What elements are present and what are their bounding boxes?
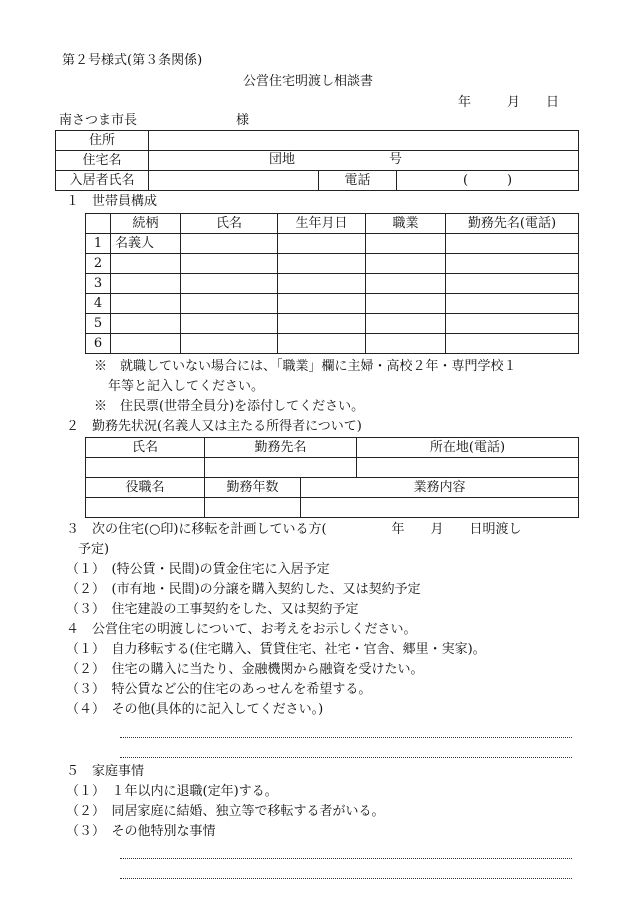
note-occupation-line1: ※ 就職していない場合には、「職業」欄に主婦・高校２年・専門学校１: [94, 359, 517, 374]
household-header-row: [86, 214, 579, 234]
section3-item-1[interactable]: （１） (特公賃・民間)の賃金住宅に入居予定: [66, 562, 330, 577]
table-row: [86, 254, 579, 274]
table-row: [86, 274, 579, 294]
employment-data-row2: [86, 498, 579, 518]
address-label: 住所: [56, 131, 149, 151]
occupation-cell[interactable]: [366, 314, 446, 334]
section5-writing-line-2[interactable]: [120, 878, 572, 879]
occupation-cell[interactable]: [366, 254, 446, 274]
section3-heading-line2: 予定): [78, 542, 110, 557]
section4-item-3[interactable]: （３） 特公賃など公的住宅のあっせんを希望する。: [66, 682, 372, 697]
header-blank: [86, 214, 111, 234]
name-cell[interactable]: [181, 254, 278, 274]
resident-row: [56, 171, 579, 191]
relation-cell[interactable]: [111, 274, 181, 294]
danchi-label: 団地: [269, 152, 296, 167]
emp-company-field[interactable]: [205, 458, 357, 478]
relation-cell[interactable]: 名義人: [111, 234, 181, 254]
phone-field[interactable]: ( ): [397, 171, 579, 191]
col-birthdate: 生年月日: [278, 214, 366, 234]
resident-name-field[interactable]: [149, 171, 319, 191]
name-cell[interactable]: [181, 234, 278, 254]
date-year-label: 年: [458, 95, 472, 110]
col-emp-company: 勤務先名: [205, 438, 357, 458]
table-row: [86, 234, 579, 254]
col-relation: 続柄: [111, 214, 181, 234]
employer-cell[interactable]: [446, 294, 579, 314]
occupation-cell[interactable]: [366, 274, 446, 294]
birthdate-cell[interactable]: [278, 274, 366, 294]
employer-cell[interactable]: [446, 254, 579, 274]
emp-years-field[interactable]: [205, 498, 301, 518]
house-row: [56, 151, 579, 171]
birthdate-cell[interactable]: [278, 314, 366, 334]
section4-heading: ４ 公営住宅の明渡しについて、お考えをお示しください。: [66, 622, 417, 637]
row-number: 5: [86, 314, 111, 334]
addressee-suffix: 様: [236, 113, 250, 128]
section3-item-2[interactable]: （２） (市有地・民間)の分譲を購入契約した、又は契約予定: [66, 582, 421, 597]
col-emp-duties: 業務内容: [301, 478, 579, 498]
section3-heading-line1: ３ 次の住宅(○印)に移転を計画している方( 年 月 日明渡し: [66, 522, 522, 537]
date-day-label: 日: [546, 95, 560, 110]
employment-data-row1: [86, 458, 579, 478]
section4-writing-line-2[interactable]: [120, 757, 572, 758]
employment-table-row1: [85, 437, 579, 478]
occupation-cell[interactable]: [366, 294, 446, 314]
section2-heading: ２ 勤務先状況(名義人又は主たる所得者について): [66, 419, 362, 434]
form-title: 公営住宅明渡し相談書: [243, 74, 374, 89]
name-cell[interactable]: [181, 314, 278, 334]
section1-heading: １ 世帯員構成: [66, 194, 158, 209]
emp-name-field[interactable]: [86, 458, 205, 478]
emp-position-field[interactable]: [86, 498, 205, 518]
section4-item-1[interactable]: （１） 自力移転する(住宅購入、賃貸住宅、社宅・官舎、郷里・実家)。: [66, 642, 486, 657]
relation-cell[interactable]: [111, 254, 181, 274]
name-cell[interactable]: [181, 274, 278, 294]
col-employer: 勤務先名(電話): [446, 214, 579, 234]
section4-writing-line-1[interactable]: [120, 737, 572, 738]
resident-label: 入居者氏名: [56, 171, 149, 191]
house-field[interactable]: [149, 151, 579, 171]
col-name: 氏名: [181, 214, 278, 234]
phone-label: 電話: [319, 171, 397, 191]
birthdate-cell[interactable]: [278, 234, 366, 254]
form-number: 第２号様式(第３条関係): [62, 53, 203, 68]
go-label: 号: [389, 152, 403, 167]
col-emp-location: 所在地(電話): [357, 438, 579, 458]
col-emp-name: 氏名: [86, 438, 205, 458]
relation-cell[interactable]: [111, 314, 181, 334]
address-row: [56, 131, 579, 151]
applicant-table: [55, 130, 579, 191]
occupation-cell[interactable]: [366, 234, 446, 254]
section5-item-1[interactable]: （１） １年以内に退職(定年)する。: [66, 784, 278, 799]
table-row: [86, 294, 579, 314]
row-number: 6: [86, 334, 111, 354]
row-number: 3: [86, 274, 111, 294]
row-number: 1: [86, 234, 111, 254]
employer-cell[interactable]: [446, 274, 579, 294]
note-occupation-line2: 年等と記入してください。: [108, 379, 265, 394]
section5-writing-line-1[interactable]: [120, 858, 572, 859]
employer-cell[interactable]: [446, 234, 579, 254]
birthdate-cell[interactable]: [278, 294, 366, 314]
name-cell[interactable]: [181, 294, 278, 314]
birthdate-cell[interactable]: [278, 254, 366, 274]
date-month-label: 月: [507, 95, 521, 110]
section5-item-3[interactable]: （３） その他特別な事情: [66, 824, 216, 839]
address-field[interactable]: [149, 131, 579, 151]
col-occupation: 職業: [366, 214, 446, 234]
emp-duties-field[interactable]: [301, 498, 579, 518]
emp-location-field[interactable]: [357, 458, 579, 478]
name-cell[interactable]: [181, 334, 278, 354]
employer-cell[interactable]: [446, 334, 579, 354]
section5-item-2[interactable]: （２） 同居家庭に結婚、独立等で移転する者がいる。: [66, 804, 385, 819]
col-emp-years: 勤務年数: [205, 478, 301, 498]
table-row: [86, 314, 579, 334]
relation-cell[interactable]: [111, 334, 181, 354]
household-table: [85, 213, 579, 354]
section5-heading: ５ 家庭事情: [66, 764, 145, 779]
section4-item-2[interactable]: （２） 住宅の購入に当たり、金融機関から融資を受けたい。: [66, 662, 424, 677]
section4-item-4[interactable]: （４） その他(具体的に記入してください。): [66, 702, 324, 717]
employment-header-row2: [86, 478, 579, 498]
col-emp-position: 役職名: [86, 478, 205, 498]
employment-table-row2: [85, 477, 579, 518]
table-row: [86, 334, 579, 354]
occupation-cell[interactable]: [366, 334, 446, 354]
note-residence-certificate: ※ 住民票(世帯全員分)を添付してください。: [94, 399, 365, 414]
section3-item-3[interactable]: （３） 住宅建設の工事契約をした、又は契約予定: [66, 602, 359, 617]
birthdate-cell[interactable]: [278, 334, 366, 354]
employer-cell[interactable]: [446, 314, 579, 334]
addressee: 南さつま市長: [59, 113, 138, 128]
row-number: 2: [86, 254, 111, 274]
house-label: 住宅名: [56, 151, 149, 171]
employment-header-row1: [86, 438, 579, 458]
relation-cell[interactable]: [111, 294, 181, 314]
row-number: 4: [86, 294, 111, 314]
